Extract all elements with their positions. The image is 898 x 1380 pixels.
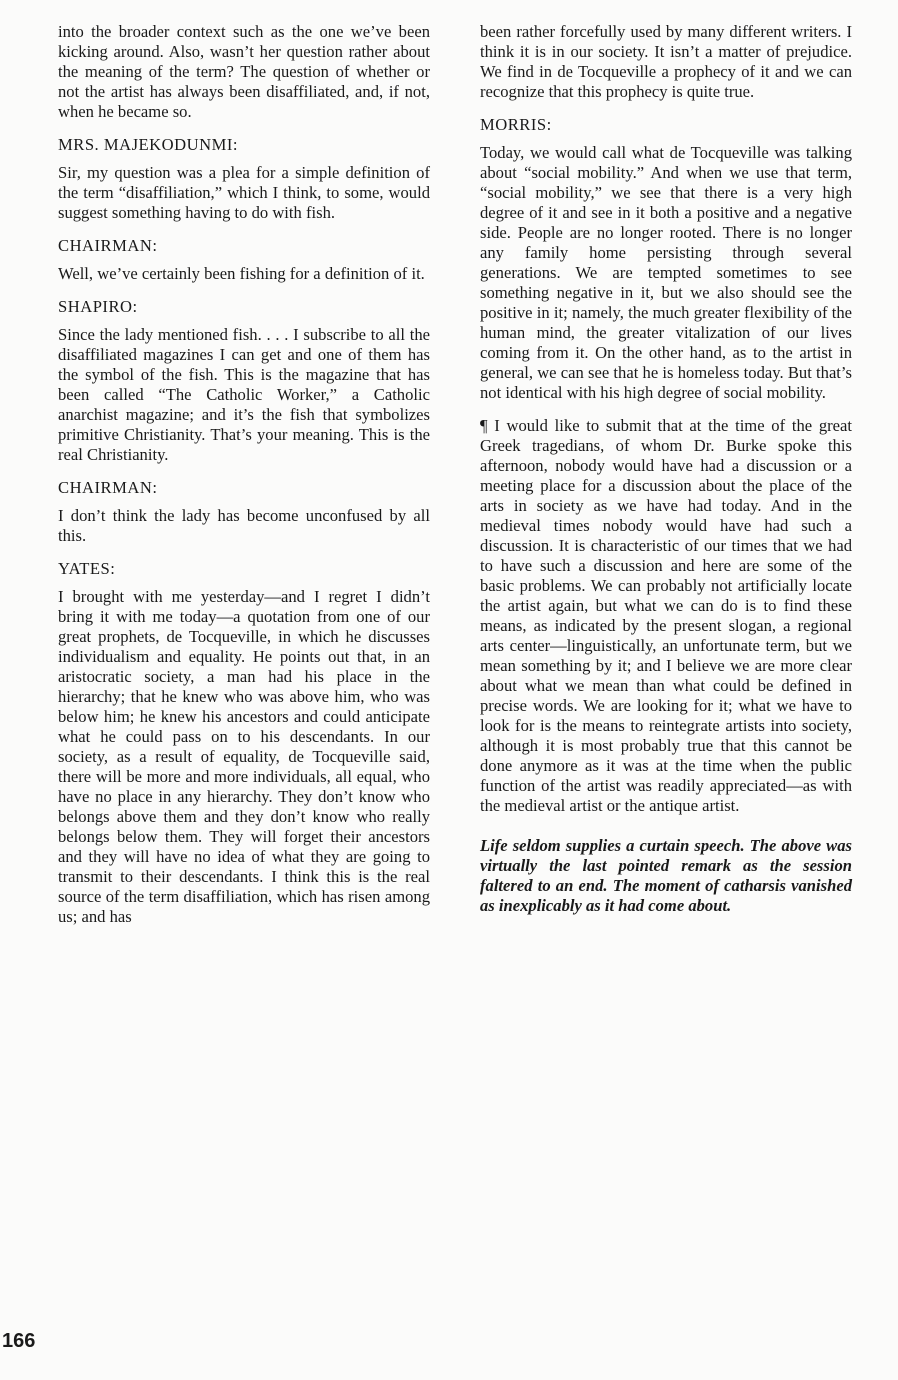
left-column — [58, 22, 430, 940]
speaker-label: MORRIS: — [480, 115, 552, 134]
page-number: 166 — [2, 1330, 36, 1352]
speech-paragraph: Since the lady mentioned fish. . . . I subscribe to all the disaffiliated magazines I can get and one of them has the symbol of the fish. This is the magazine that has been called “The Catholic Worker,” a Catholic anarchist magazine; and it’s the fish that symbolizes primitive Christianity. That’s your meaning. This is the real Christianity. — [58, 325, 430, 464]
speech-paragraph: Sir, my question was a plea for a simple definition of the term “disaffiliation,” which I think, to some, would suggest something having to do with fish. — [58, 163, 430, 222]
right-column — [480, 22, 852, 929]
speaker-label: SHAPIRO: — [58, 297, 138, 316]
speaker-label: MRS. MAJEKODUNMI: — [58, 135, 238, 154]
speaker-label: CHAIRMAN: — [58, 478, 158, 497]
continued-paragraph: into the broader context such as the one we’ve been kicking around. Also, wasn’t her question rather about the meaning of the term? The question of whether or not the artist has always been disaffiliated, and, if not, when he became so. — [58, 22, 430, 121]
speech-paragraph: Today, we would call what de Tocqueville was talking about “social mobility.” And when we use that term, “social mobility,” we see that there is a very high degree of it and see in it both a positive and a negative side. People are no longer rooted. There is no longer any family home persisting through several generations. We are tempted sometimes to see something negative in it, but we also should see the positive in it; namely, the much greater flexibility of the human mind, the greater vitalization of our lives coming from it. On the other hand, as to the artist in general, we can see that he is homeless today. But that’s not identical with his high degree of social mobility. — [480, 143, 852, 402]
speech-paragraph: ¶ I would like to submit that at the time of the great Greek tragedians, of whom Dr. Burke spoke this afternoon, nobody would have had a discussion or a meeting place for a discussion about the place of the arts in society as we have had today. And in the medieval times nobody would have had such a discussion. It is characteristic of our times that we had to have such a discussion and here are some of the basic problems. We can probably not artificially locate the artist again, but what we can do is to find these means, as indicated by the present slogan, a regional arts center—linguistically, an unfortunate term, but we mean something by it; and I believe we are more clear about what we mean than what could be defined in precise words. We are looking for it; what we have to look for is the means to reintegrate artists into society, although it is most probably true that this cannot be done anymore as it was at the time when the public function of the artist was readily appreciated—as with the medieval artist or the antique artist. — [480, 416, 852, 815]
continued-paragraph: been rather forcefully used by many different writers. I think it is in our society. It isn’t a matter of prejudice. We find in de Tocqueville a prophecy of it and we can recognize that this prophecy is quite true. — [480, 22, 852, 101]
speaker-label: CHAIRMAN: — [58, 236, 158, 255]
speech-paragraph: Well, we’ve certainly been fishing for a definition of it. — [58, 264, 425, 283]
speech-paragraph: I don’t think the lady has become unconfused by all this. — [58, 506, 430, 545]
closing-note: Life seldom supplies a curtain speech. The above was virtually the last pointed remark as the session faltered to an end. The moment of catharsis vanished as inexplicably as it had come about. — [480, 836, 852, 915]
speech-paragraph: I brought with me yesterday—and I regret I didn’t bring it with me today—a quotation from one of our great prophets, de Tocqueville, in which he discusses individualism and equality. He points out that, in an aristocratic society, a man had his place in the hierarchy; that he knew who was above him, who was below him; he knew his ancestors and could anticipate what he could pass on to his descendants. In our society, as a result of equality, de Tocqueville said, there will be more and more individuals, all equal, who have no place in any hierarchy. They don’t know who belongs above them and they don’t know who really belongs below them. They will forget their ancestors and they will have no idea of what they are going to transmit to their descendants. I think this is the real source of the term disaffiliation, which has risen among us; and has — [58, 587, 430, 926]
speaker-label: YATES: — [58, 559, 116, 578]
